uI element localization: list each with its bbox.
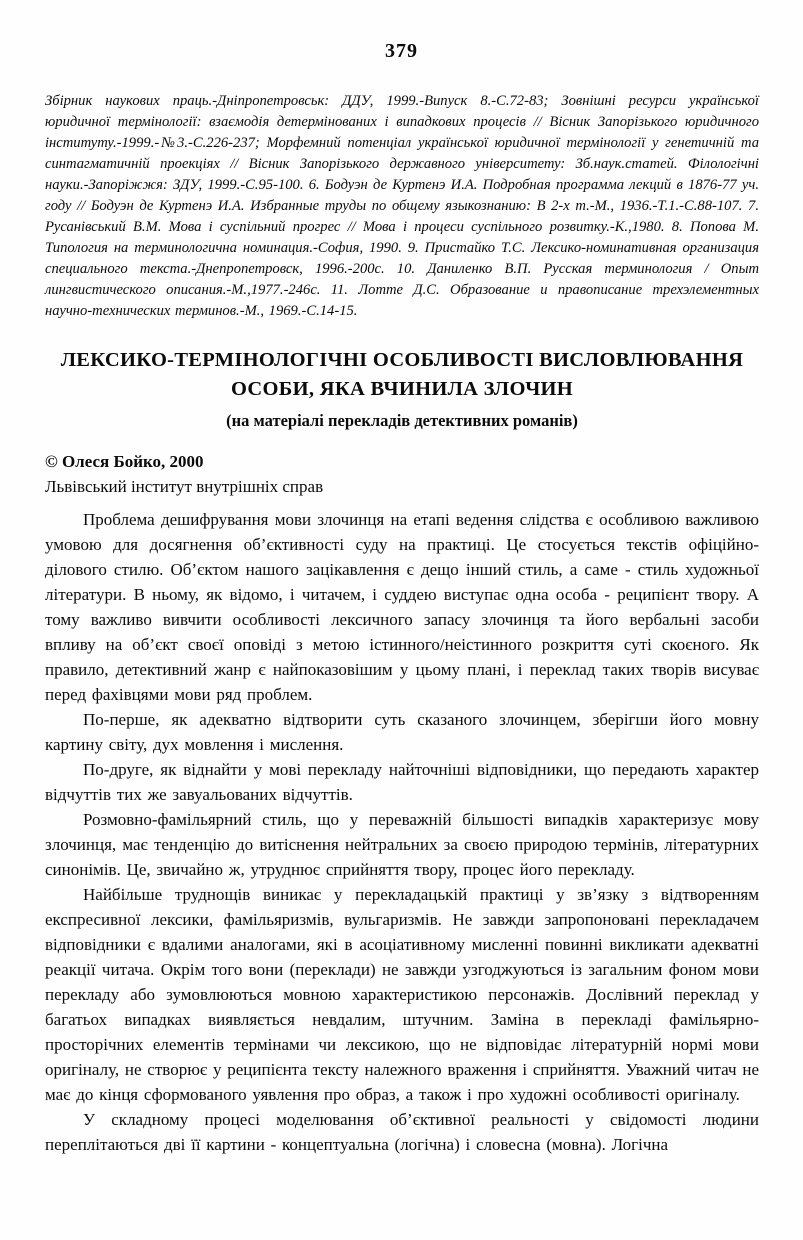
page-content [45,91,759,1157]
author-block [45,449,759,499]
article-title-line-1: ЛЕКСИКО-ТЕРМІНОЛОГІЧНІ ОСОБЛИВОСТІ ВИСЛОВЛЮВАННЯ [60,349,744,371]
article-body [45,507,759,1157]
author-affiliation: Львівський інститут внутрішніх справ [45,477,324,496]
body-paragraph: У складному процесі моделювання об’єктивної реальності у свідомості людини переплітаються дві її картини - концептуальна (логічна) і словесна (мовна). Логічна [45,1110,759,1154]
body-paragraph: По-друге, як віднайти у мові перекладу найточніші відповідники, що передають характер відчуттів тих же завуальованих відчуттів. [45,760,759,804]
page-number: 379 [385,40,418,62]
references-block: Збірник наукових праць.-Дніпропетровськ: ДДУ, 1999.-Випуск 8.-С.72-83; Зовнішні ресурси української юридичної термінології: взаємодія детермінованих і випадкових процесів // Вісник Запорізького юридичного інституту.-1999.-№3.-С.226-237; Морфемний потенціал української юридичної термінології у генетичній та синтагматичній проекціях // Вісник Запорізького державного університету: Зб.наук.статей. Філологічні науки.-Запоріжжя: ЗДУ, 1999.-С.95-100. 6. Бодуэн де Куртенэ И.А. Подробная программа лекций в 1876-77 уч. году // Бодуэн де Куртенэ И.А. Избранные труды по общему языкознанию: В 2-х т.-М., 1936.-Т.1.-С.88-107. 7. Русанівський В.М. Мова і суспільний прогрес // Мова і процеси суспільного розвитку.-К.,1980. 8. Попова М. Типология на терминологична номинация.-София, 1990. 9. Пристайко Т.С. Лексико-номинативная организация специального текста.-Днепропетровск, 1996.-200с. 10. Даниленко В.П. Русская терминология / Опыт лингвистического описания.-М.,1977.-246с. 11. Лотте Д.С. Образование и правописание трехэлементных научно-технических терминов.-М., 1969.-С.14-15. [45,93,759,319]
author-copyright-line: © Олеся Бойко, 2000 [45,452,204,471]
article-title-block [45,346,759,433]
body-paragraph: Найбільше труднощів виникає у перекладацькій практиці у зв’язку з відтворенням експресивної лексики, фамільяризмів, вульгаризмів. Не завжди запропоновані перекладачем відповідники є вдалими аналогами, які в асоціативному мисленні повинні викликати адекватні реакції читача. Окрім того вони (переклади) не завжди узгоджуються із загальним фоном мови перекладу або зумовлюються мовною характеристикою персонажів. Дослівний переклад у багатьох випадках виявляється невдалим, штучним. Заміна в перекладі фамільярно-просторічних елементів термінами чи лексикою, що не відповідає літературній нормі мови оригіналу, не створює у реципієнта тексту належного враження і сприйняття. Уважний читач не має до кінця сформованого уявлення про образ, а також і про художні особливості оригіналу. [45,885,759,1104]
body-paragraph: Проблема дешифрування мови злочинця на етапі ведення слідства є особливою важливою умовою для досягнення об’єктивності суду на практиці. Це стосується текстів офіційно-ділового стилю. Об’єктом нашого зацікавлення є дещо інший стиль, а саме - стиль художньої літератури. В ньому, як відомо, і читачем, і суддею виступає одна особа - реципієнт твору. А тому важливо вивчити особливості лексичного запасу злочинця та його вербальні засоби впливу на об’єкт своєї оповіді з метою істинного/неістинного розкриття суті скоєного. Як правило, детективний жанр є найпоказовішим у цьому плані, і переклад таких творів висуває перед фахівцями мови ряд проблем. [45,510,759,704]
article-subtitle: (на матеріалі перекладів детективних романів) [226,411,578,430]
article-title-line-2: ОСОБИ, ЯКА ВЧИНИЛА ЗЛОЧИН [230,378,574,400]
body-paragraph: По-перше, як адекватно відтворити суть сказаного злочинцем, зберігши його мовну картину світу, дух мовлення і мислення. [45,710,759,754]
body-paragraph: Розмовно-фамільярний стиль, що у переважній більшості випадків характеризує мову злочинця, має тенденцію до витіснення нейтральних за своєю природою термінів, літературних синонімів. Це, звичайно ж, утруднює сприйняття твору, процес його перекладу. [45,810,759,879]
